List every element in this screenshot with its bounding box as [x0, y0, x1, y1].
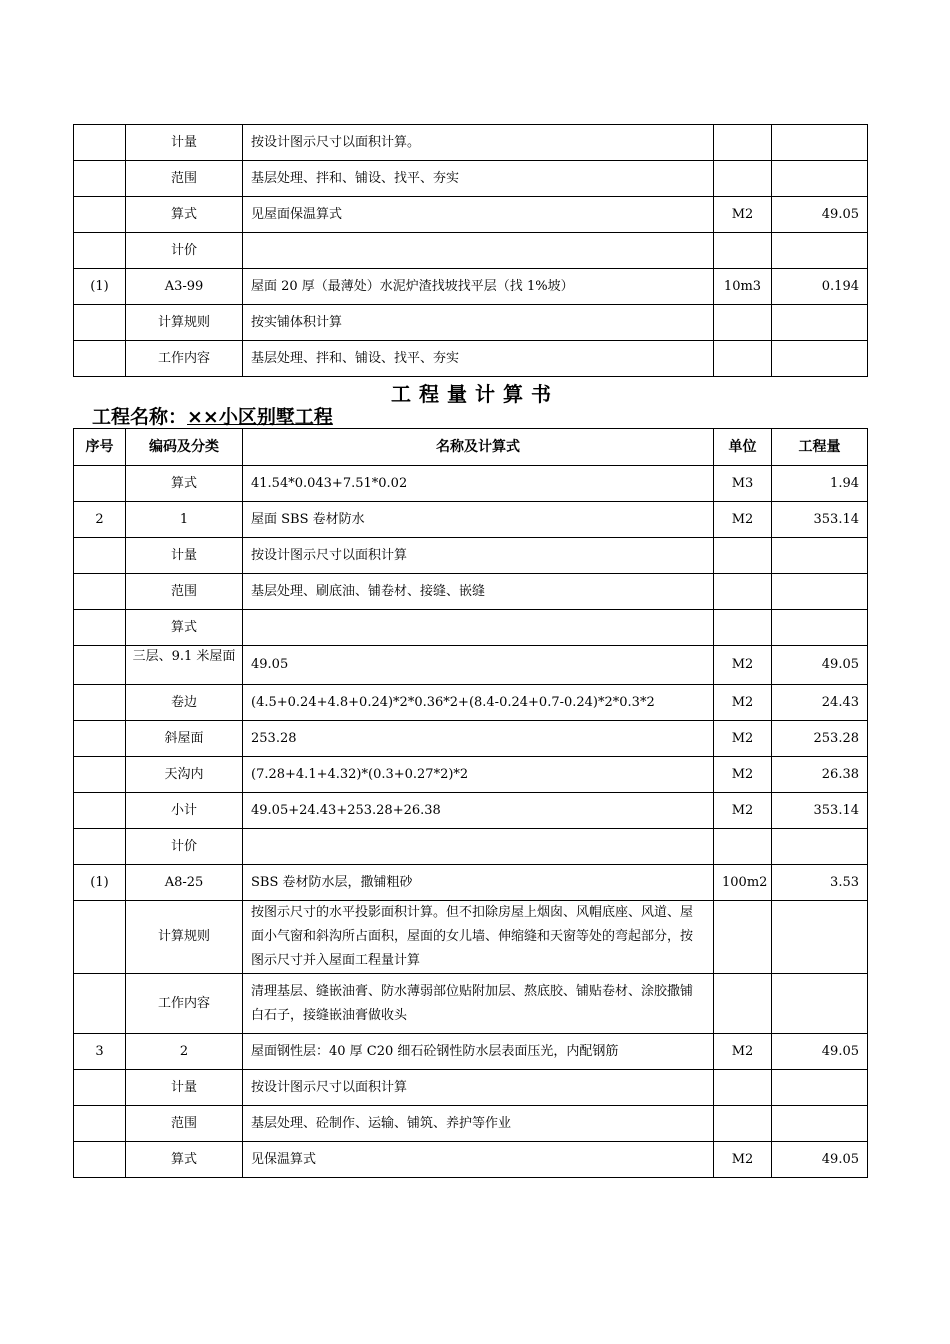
cell-code	[126, 646, 243, 685]
cell-seq	[74, 466, 126, 502]
cell-seq	[74, 974, 126, 1034]
header-desc: 名称及计算式	[243, 429, 714, 466]
cell-desc: 按设计图示尺寸以面积计算	[243, 538, 714, 574]
cell-qty: 3.53	[772, 865, 868, 901]
cell-qty: 24.43	[772, 685, 868, 721]
cell-seq	[74, 757, 126, 793]
cell-qty: 26.38	[772, 757, 868, 793]
cell-code: 算式	[126, 466, 243, 502]
cell-unit: M2	[714, 197, 772, 233]
cell-code: 天沟内	[126, 757, 243, 793]
cell-qty: 49.05	[772, 197, 868, 233]
cell-seq	[74, 538, 126, 574]
cell-desc: 按图示尺寸的水平投影面积计算。但不扣除房屋上烟囱、风帽底座、风道、屋面小气窗和斜沟所占面积，屋面的女儿墙、伸缩缝和天窗等处的弯起部分，按图示尺寸并入屋面工程量计算	[243, 901, 714, 974]
table-row	[74, 269, 868, 305]
cell-qty: 49.05	[772, 646, 868, 685]
cell-desc: 按设计图示尺寸以面积计算	[243, 1070, 714, 1106]
table-row	[74, 610, 868, 646]
cell-unit	[714, 574, 772, 610]
table-row	[74, 1142, 868, 1178]
cell-unit	[714, 1106, 772, 1142]
cell-qty: 49.05	[772, 1034, 868, 1070]
table-row	[74, 646, 868, 685]
cell-seq: 3	[74, 1034, 126, 1070]
table-row	[74, 1106, 868, 1142]
cell-seq	[74, 721, 126, 757]
cell-unit	[714, 538, 772, 574]
cell-seq	[74, 793, 126, 829]
cell-desc: 253.28	[243, 721, 714, 757]
cell-unit: M3	[714, 466, 772, 502]
cell-qty: 353.14	[772, 793, 868, 829]
cell-code: 算式	[126, 1142, 243, 1178]
table-row	[74, 161, 868, 197]
cell-desc: 41.54*0.043+7.51*0.02	[243, 466, 714, 502]
cell-desc: 按实铺体积计算	[243, 305, 714, 341]
cell-unit	[714, 161, 772, 197]
cell-seq	[74, 829, 126, 865]
cell-code: 计算规则	[126, 901, 243, 974]
cell-desc	[243, 610, 714, 646]
cell-code: 范围	[126, 1106, 243, 1142]
cell-desc	[243, 829, 714, 865]
table-row	[74, 721, 868, 757]
cell-unit	[714, 1070, 772, 1106]
cell-code: 工作内容	[126, 341, 243, 377]
cell-unit: M2	[714, 685, 772, 721]
cell-seq	[74, 233, 126, 269]
header-unit: 单位	[714, 429, 772, 466]
table-row	[74, 974, 868, 1034]
table-row	[74, 574, 868, 610]
cell-desc: 见屋面保温算式	[243, 197, 714, 233]
cell-desc	[243, 233, 714, 269]
cell-qty	[772, 1070, 868, 1106]
table-row	[74, 901, 868, 974]
cell-code: 范围	[126, 161, 243, 197]
cell-seq	[74, 610, 126, 646]
cell-unit	[714, 829, 772, 865]
cell-unit: 100m2	[714, 865, 772, 901]
cell-code: 范围	[126, 574, 243, 610]
cell-code: 计量	[126, 538, 243, 574]
cell-desc: 按设计图示尺寸以面积计算。	[243, 125, 714, 161]
cell-seq	[74, 341, 126, 377]
cell-seq	[74, 305, 126, 341]
table-row	[74, 305, 868, 341]
cell-code: A3-99	[126, 269, 243, 305]
cell-qty: 253.28	[772, 721, 868, 757]
cell-code: 算式	[126, 610, 243, 646]
cell-desc: 屋面钢性层：40 厚 C20 细石砼钢性防水层表面压光，内配钢筋	[243, 1034, 714, 1070]
cell-desc: 基层处理、拌和、铺设、找平、夯实	[243, 161, 714, 197]
cell-qty	[772, 125, 868, 161]
cell-desc: 基层处理、拌和、铺设、找平、夯实	[243, 341, 714, 377]
cell-code: 计价	[126, 829, 243, 865]
cell-desc: SBS 卷材防水层，撒铺粗砂	[243, 865, 714, 901]
table-row	[74, 341, 868, 377]
cell-qty	[772, 574, 868, 610]
cell-code: 1	[126, 502, 243, 538]
cell-qty: 1.94	[772, 466, 868, 502]
cell-unit: M2	[714, 793, 772, 829]
header-row	[74, 429, 868, 466]
header-seq: 序号	[74, 429, 126, 466]
table-row	[74, 1070, 868, 1106]
main-calc-table	[73, 428, 868, 1178]
cell-qty: 49.05	[772, 1142, 868, 1178]
cell-unit	[714, 125, 772, 161]
cell-seq	[74, 125, 126, 161]
cell-qty	[772, 305, 868, 341]
table-row	[74, 1034, 868, 1070]
project-name-label: 工程名称：	[92, 406, 188, 428]
project-name	[92, 402, 333, 429]
cell-code: 2	[126, 1034, 243, 1070]
header-qty: 工程量	[772, 429, 868, 466]
cell-desc: 基层处理、刷底油、铺卷材、接缝、嵌缝	[243, 574, 714, 610]
cell-code: 卷边	[126, 685, 243, 721]
cell-code-text: 三层、9.1 米屋面	[132, 649, 236, 664]
cell-unit: M2	[714, 502, 772, 538]
cell-code: 计价	[126, 233, 243, 269]
table-row	[74, 125, 868, 161]
cell-desc: 清理基层、缝嵌油膏、防水薄弱部位贴附加层、熬底胶、铺贴卷材、涂胶撒铺白石子，接缝嵌油膏做收头	[243, 974, 714, 1034]
cell-desc: 基层处理、砼制作、运输、铺筑、养护等作业	[243, 1106, 714, 1142]
cell-code: 计算规则	[126, 305, 243, 341]
table-row	[74, 502, 868, 538]
cell-unit: M2	[714, 646, 772, 685]
cell-unit: M2	[714, 757, 772, 793]
cell-seq	[74, 574, 126, 610]
cell-qty	[772, 233, 868, 269]
cell-unit	[714, 341, 772, 377]
cell-unit	[714, 901, 772, 974]
cell-code: 计量	[126, 1070, 243, 1106]
cell-qty	[772, 829, 868, 865]
table-row	[74, 865, 868, 901]
cell-unit: M2	[714, 721, 772, 757]
cell-desc: 屋面 20 厚（最薄处）水泥炉渣找坡找平层（找 1%坡）	[243, 269, 714, 305]
cell-seq	[74, 197, 126, 233]
table-row	[74, 233, 868, 269]
header-code: 编码及分类	[126, 429, 243, 466]
cell-seq	[74, 646, 126, 685]
cell-seq	[74, 1142, 126, 1178]
cell-qty	[772, 974, 868, 1034]
top-calc-table	[73, 124, 868, 377]
cell-qty	[772, 1106, 868, 1142]
cell-seq: 2	[74, 502, 126, 538]
cell-seq	[74, 1070, 126, 1106]
cell-qty: 353.14	[772, 502, 868, 538]
cell-qty	[772, 161, 868, 197]
cell-unit: M2	[714, 1142, 772, 1178]
cell-qty	[772, 341, 868, 377]
cell-desc: (4.5+0.24+4.8+0.24)*2*0.36*2+(8.4-0.24+0.7-0.24)*2*0.3*2	[243, 685, 714, 721]
cell-seq	[74, 1106, 126, 1142]
cell-code: 工作内容	[126, 974, 243, 1034]
cell-code: 算式	[126, 197, 243, 233]
cell-seq	[74, 685, 126, 721]
cell-seq: (1)	[74, 865, 126, 901]
cell-unit	[714, 305, 772, 341]
cell-unit	[714, 610, 772, 646]
cell-code: 小计	[126, 793, 243, 829]
cell-unit: 10m3	[714, 269, 772, 305]
cell-qty	[772, 901, 868, 974]
table-row	[74, 538, 868, 574]
cell-unit	[714, 974, 772, 1034]
cell-code: 斜屋面	[126, 721, 243, 757]
cell-desc: 49.05	[243, 646, 714, 685]
cell-qty	[772, 538, 868, 574]
table-row	[74, 757, 868, 793]
cell-desc: 屋面 SBS 卷材防水	[243, 502, 714, 538]
document-title: 工程量计算书	[391, 382, 559, 406]
cell-desc: 见保温算式	[243, 1142, 714, 1178]
cell-qty	[772, 610, 868, 646]
cell-seq: (1)	[74, 269, 126, 305]
cell-qty: 0.194	[772, 269, 868, 305]
cell-unit: M2	[714, 1034, 772, 1070]
table-row	[74, 466, 868, 502]
cell-code: A8-25	[126, 865, 243, 901]
cell-desc: (7.28+4.1+4.32)*(0.3+0.27*2)*2	[243, 757, 714, 793]
cell-desc: 49.05+24.43+253.28+26.38	[243, 793, 714, 829]
project-name-value: ××小区别墅工程	[187, 406, 333, 428]
table-row	[74, 829, 868, 865]
cell-code: 计量	[126, 125, 243, 161]
table-row	[74, 685, 868, 721]
table-row	[74, 197, 868, 233]
table-row	[74, 793, 868, 829]
cell-seq	[74, 161, 126, 197]
cell-seq	[74, 901, 126, 974]
cell-unit	[714, 233, 772, 269]
